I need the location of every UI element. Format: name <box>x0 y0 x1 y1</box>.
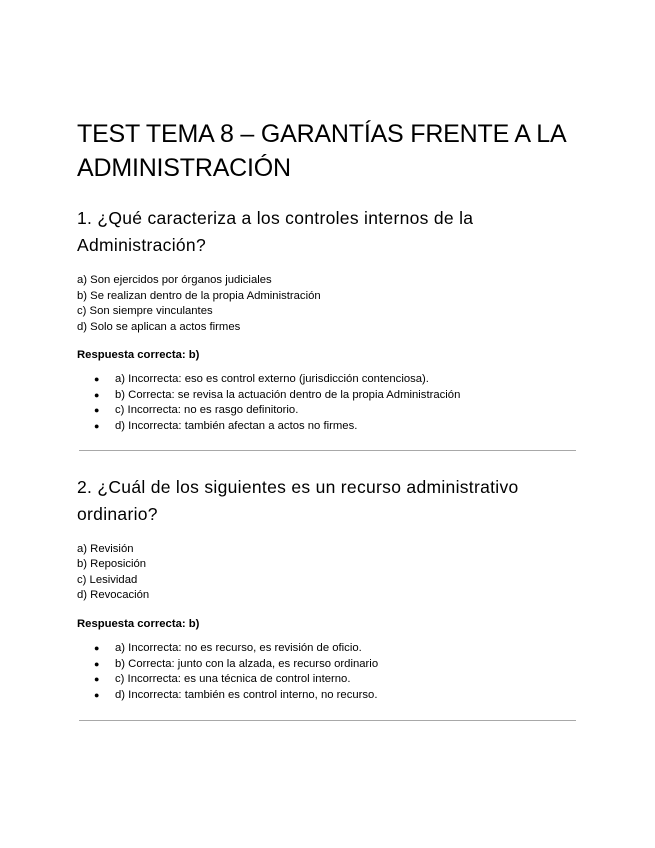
option-c: c) Son siempre vinculantes <box>77 305 213 317</box>
bullet-icon: ● <box>94 421 100 432</box>
explanation-text: a) Incorrecta: no es recurso, es revisión de oficio. <box>115 641 362 654</box>
explanation-text: b) Correcta: se revisa la actuación dentro de la propia Administración <box>115 388 461 401</box>
option-b: b) Reposición <box>77 558 147 571</box>
bullet-icon: ● <box>94 405 100 416</box>
bullet-icon: ● <box>94 642 100 653</box>
option-a: a) Son ejercidos por órganos judiciales <box>77 274 272 286</box>
explanation-list <box>77 641 577 704</box>
option-d: d) Solo se aplican a actos firmes <box>77 320 241 333</box>
option-b: b) Se realizan dentro de la propia Administración <box>77 289 321 302</box>
explanation-text: a) Incorrecta: eso es control externo (jurisdicción contenciosa). <box>115 373 429 385</box>
document-page <box>77 117 577 721</box>
explanation-item <box>77 419 577 435</box>
correct-answer: Respuesta correcta: b) <box>77 349 200 361</box>
explanation-item <box>77 388 577 404</box>
bullet-icon: ● <box>94 674 100 685</box>
option-d: d) Revocación <box>77 589 150 602</box>
explanation-item <box>77 657 577 673</box>
explanation-item <box>77 403 577 419</box>
correct-answer: Respuesta correcta: b) <box>77 617 200 630</box>
bullet-icon: ● <box>94 658 100 669</box>
bullet-icon: ● <box>94 374 100 384</box>
explanation-text: c) Incorrecta: es una técnica de control interno. <box>115 673 351 686</box>
question-1-options <box>77 273 577 335</box>
horizontal-divider <box>79 450 576 451</box>
option-a: a) Revisión <box>77 542 134 555</box>
explanation-item <box>77 672 577 688</box>
page-title: TEST TEMA 8 – GARANTÍAS FRENTE A LA ADMINISTRACIÓN <box>77 120 566 182</box>
explanation-item <box>77 372 577 388</box>
question-2-text: 2. ¿Cuál de los siguientes es un recurso administrativo ordinario? <box>77 476 519 524</box>
question-block-1 <box>77 205 577 435</box>
explanation-item <box>77 641 577 657</box>
bullet-icon: ● <box>94 689 100 700</box>
explanation-text: b) Correcta: junto con la alzada, es recurso ordinario <box>115 657 379 670</box>
question-2-options <box>77 542 577 604</box>
option-c: c) Lesividad <box>77 573 138 586</box>
explanation-text: d) Incorrecta: también afectan a actos no firmes. <box>115 420 358 433</box>
bullet-icon: ● <box>94 389 100 400</box>
explanation-list <box>77 372 577 435</box>
explanation-text: c) Incorrecta: no es rasgo definitorio. <box>115 404 299 417</box>
question-1-text: 1. ¿Qué caracteriza a los controles internos de la Administración? <box>77 208 474 255</box>
question-block-2 <box>77 474 577 704</box>
horizontal-divider <box>79 720 576 721</box>
explanation-item <box>77 688 577 704</box>
explanation-text: d) Incorrecta: también es control interno, no recurso. <box>115 688 378 701</box>
